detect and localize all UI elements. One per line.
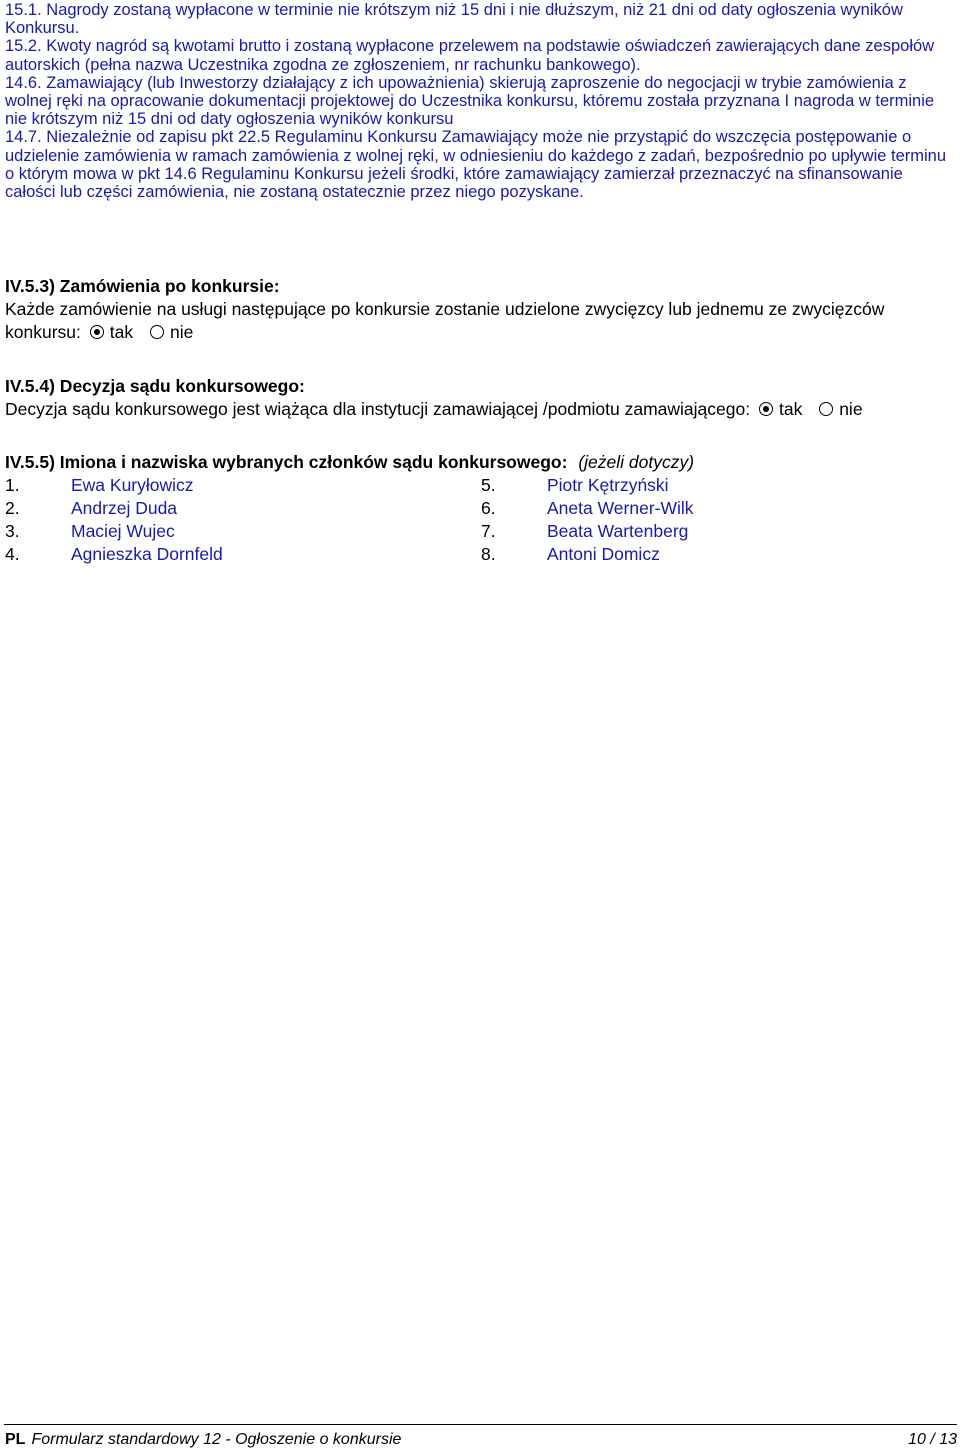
jury-column-left xyxy=(5,474,223,566)
jury-member-number: 3. xyxy=(5,521,20,541)
footer-language: PL xyxy=(5,1431,26,1448)
jury-column-right xyxy=(481,474,694,566)
section-heading-line xyxy=(5,451,957,474)
jury-member-name: Ewa Kuryłowicz xyxy=(71,475,194,495)
section-question: Każde zamówienie na usługi następujące po konkursie zostanie udzielone zwycięzcy lub jednemu ze zwycięzców konkursu: xyxy=(5,299,885,342)
jury-member xyxy=(481,497,694,520)
jury-member xyxy=(5,520,223,543)
rules-paragraph: 15.2. Kwoty nagród są kwotami brutto i zostaną wypłacone przelewem na podstawie oświadczeń zawierających dane zespołów autorskich (pełna nazwa Uczestnika zgodna ze zgłoszeniem, nr rachunku bankowego). xyxy=(5,37,935,74)
radio-yes-label: tak xyxy=(109,322,134,342)
jury-member-name: Aneta Werner-Wilk xyxy=(547,498,694,518)
jury-member-name: Antoni Domicz xyxy=(547,544,660,564)
jury-member-name: Andrzej Duda xyxy=(71,498,178,518)
section-iv54 xyxy=(5,375,957,421)
jury-member-number: 1. xyxy=(5,475,20,495)
jury-member xyxy=(5,474,223,497)
section-heading: IV.5.3) Zamówienia po konkursie: xyxy=(5,276,280,296)
footer-page-number: 10 / 13 xyxy=(908,1431,957,1448)
radio-no-label: nie xyxy=(839,399,863,419)
radio-no[interactable] xyxy=(150,325,164,339)
jury-member-name: Agnieszka Dornfeld xyxy=(71,544,223,564)
section-text xyxy=(5,398,957,421)
jury-member-name: Piotr Kętrzyński xyxy=(547,475,669,495)
jury-member xyxy=(481,543,694,566)
section-iv55 xyxy=(5,451,957,474)
radio-no[interactable] xyxy=(819,402,833,416)
rules-text-block xyxy=(5,1,957,201)
jury-member xyxy=(5,497,223,520)
section-iv53 xyxy=(5,275,957,344)
radio-yes-label: tak xyxy=(778,399,803,419)
footer-divider xyxy=(4,1424,957,1425)
jury-member-number: 7. xyxy=(481,521,496,541)
jury-member-name: Beata Wartenberg xyxy=(547,521,689,541)
section-question: Decyzja sądu konkursowego jest wiążąca dla instytucji zamawiającej /podmiotu zamawiającego: xyxy=(5,399,751,419)
section-text xyxy=(5,298,957,344)
page-footer xyxy=(5,1430,957,1450)
section-heading: IV.5.5) Imiona i nazwiska wybranych członków sądu konkursowego: xyxy=(5,452,568,472)
jury-member-number: 5. xyxy=(481,475,496,495)
jury-member-number: 6. xyxy=(481,498,496,518)
jury-member-number: 4. xyxy=(5,544,20,564)
jury-member-number: 8. xyxy=(481,544,496,564)
footer-form-name: Formularz standardowy 12 - Ogłoszenie o konkursie xyxy=(31,1431,402,1448)
rules-paragraph: 14.6. Zamawiający (lub Inwestorzy działający z ich upoważnienia) skierują zaproszenie do negocjacji w trybie zamówienia z wolnej ręki na opracowanie dokumentacji projektowej do Uczestnika konkursu, któremu została przyznana I nagroda w terminie nie krótszym niż 15 dni od daty ogłoszenia wyników konkursu xyxy=(5,73,935,129)
radio-no-label: nie xyxy=(169,322,194,342)
radio-yes[interactable] xyxy=(759,402,773,416)
jury-member xyxy=(481,474,694,497)
radio-yes[interactable] xyxy=(90,325,104,339)
jury-member-number: 2. xyxy=(5,498,20,518)
rules-paragraph: 15.1. Nagrody zostaną wypłacone w terminie nie krótszym niż 15 dni i nie dłuższym, niż 21 dni od daty ogłoszenia wyników Konkursu. xyxy=(5,1,903,38)
section-heading: IV.5.4) Decyzja sądu konkursowego: xyxy=(5,376,305,396)
jury-member-name: Maciej Wujec xyxy=(71,521,175,541)
jury-member xyxy=(481,520,694,543)
rules-paragraph: 14.7. Niezależnie od zapisu pkt 22.5 Regulaminu Konkursu Zamawiający może nie przystąpić do wszczęcia postępowanie o udzielenie zamówienia w ramach zamówienia z wolnej ręki, w odniesieniu do każdego z zadań, bezpośrednio po upływie terminu o którym mowa w pkt 14.6 Regulaminu Konkursu jeżeli środki, które zamawiający zamierzał przeznaczyć na sfinansowanie całości lub części zamówienia, nie zostaną ostatecznie przez niego pozyskane. xyxy=(5,128,947,202)
jury-member xyxy=(5,543,223,566)
section-note: (jeżeli dotyczy) xyxy=(578,452,695,472)
